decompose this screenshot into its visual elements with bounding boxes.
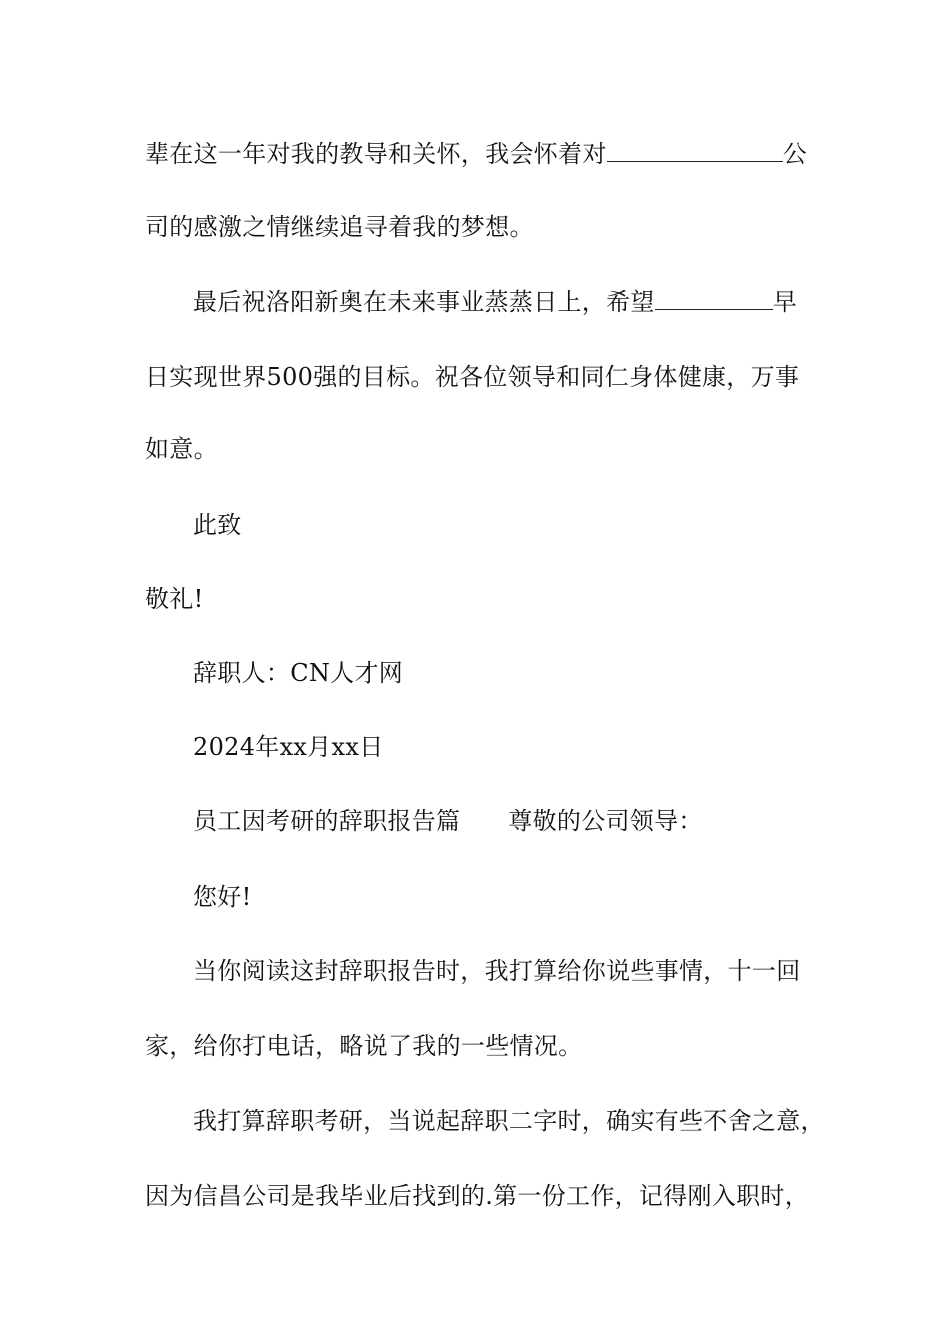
- text-segment: 公: [782, 140, 808, 168]
- closing-line: 敬礼!: [145, 585, 204, 613]
- paragraph-line: 家，给你打电话，略说了我的一些情况。: [145, 1032, 583, 1060]
- closing-line: 此致: [193, 511, 242, 539]
- section-title: 员工因考研的辞职报告篇: [193, 807, 461, 835]
- paragraph-line: 当你阅读这封辞职报告时，我打算给你说些事情，十一回: [193, 957, 801, 985]
- fill-in-blank: [655, 287, 773, 310]
- signature-date: 2024年xx月xx日: [193, 733, 384, 761]
- text-segment: 早: [772, 288, 798, 316]
- paragraph-line: 因为信昌公司是我毕业后找到的.第一份工作，记得刚入职时，: [145, 1182, 810, 1210]
- section-heading-line: [193, 806, 703, 836]
- paragraph-line: 日实现世界500强的目标。祝各位领导和同仁身体健康，万事: [145, 363, 800, 391]
- paragraph-line: 如意。: [145, 435, 218, 463]
- fill-in-blank: [607, 139, 783, 162]
- salutation: 尊敬的公司领导：: [508, 807, 703, 835]
- text-segment: 最后祝洛阳新奥在未来事业蒸蒸日上，希望: [193, 288, 655, 316]
- paragraph-line: 我打算辞职考研，当说起辞职二字时，确实有些不舍之意，: [193, 1107, 825, 1135]
- paragraph-line: [145, 139, 807, 169]
- signature-signer: 辞职人：CN人才网: [193, 659, 404, 687]
- paragraph-line: 司的感激之情继续追寻着我的梦想。: [145, 213, 534, 241]
- text-segment: 辈在这一年对我的教导和关怀，我会怀着对: [145, 140, 607, 168]
- paragraph-line: [193, 287, 797, 317]
- greeting: 您好!: [193, 883, 252, 911]
